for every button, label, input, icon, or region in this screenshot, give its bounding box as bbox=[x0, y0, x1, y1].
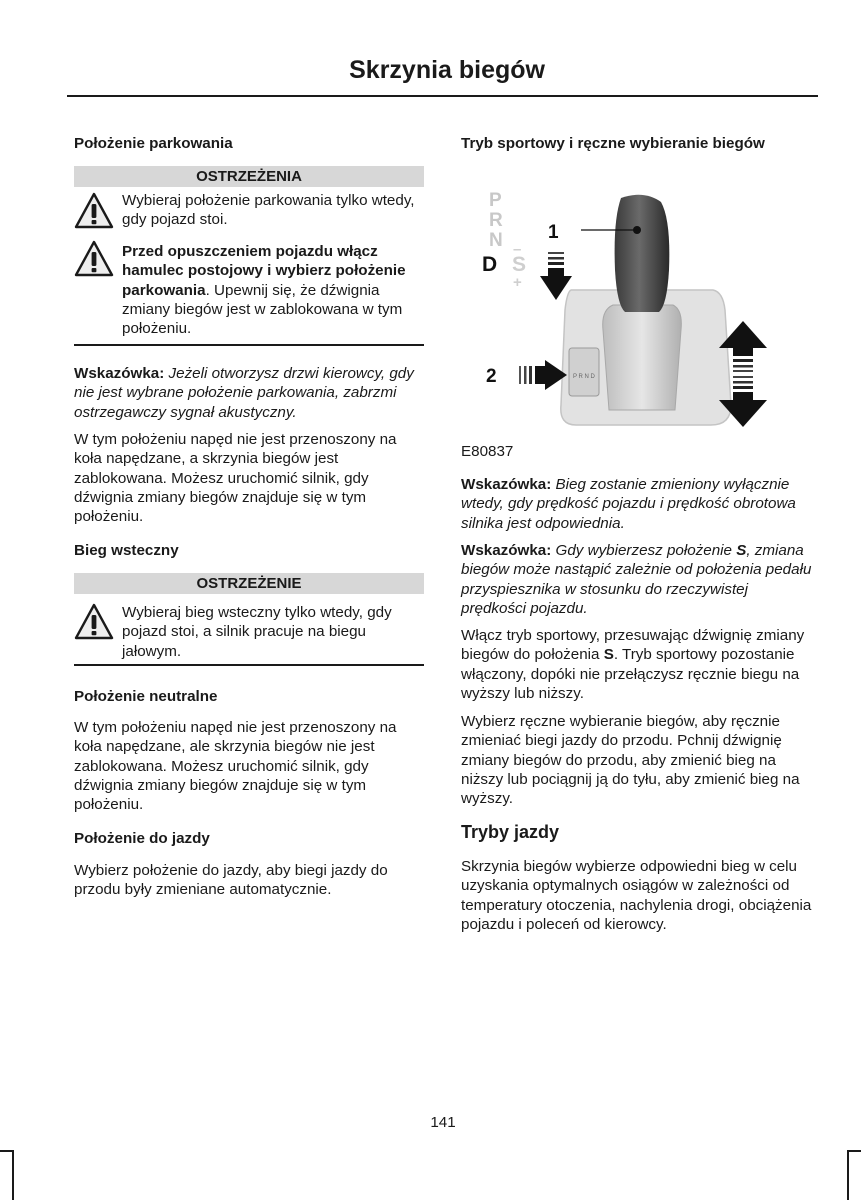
note-text: Jeżeli otworzysz drzwi kierowcy, gdy nie jest wybrane położenie parkowania, zabrzmi ostrzegawczy sygnał akustyczny. bbox=[74, 365, 414, 421]
push-right-arrow-icon bbox=[519, 360, 567, 390]
crop-mark bbox=[12, 1150, 14, 1200]
gate-minus: – bbox=[513, 241, 522, 258]
warning-triangle-icon bbox=[74, 192, 114, 230]
modes-body: Skrzynia biegów wybierze odpowiedni bieg w celu uzyskania optymalnych osiągów w zależności od temperatury otoczenia, nachylenia drogi, obciążenia pojazdu i poleceń od kierowcy. bbox=[461, 858, 812, 933]
gear-selector-figure bbox=[461, 180, 821, 440]
gate-plus: + bbox=[513, 274, 522, 291]
para-text: Włącz tryb sportowy, przesuwając dźwignię zmiany biegów do położenia bbox=[461, 627, 805, 664]
callout-2: 2 bbox=[486, 366, 497, 387]
gate-letter-s: S bbox=[512, 253, 527, 276]
note-text: Bieg zostanie zmieniony wyłącznie wtedy, gdy prędkość pojazdu i prędkość obrotowa silnika jest odpowiednia. bbox=[461, 476, 796, 532]
gate-letter-r: R bbox=[489, 210, 503, 231]
note-label: Wskazówka: bbox=[461, 542, 552, 559]
shifter-boot bbox=[603, 305, 682, 410]
page-title: Skrzynia biegów bbox=[349, 56, 545, 84]
warning-2-rest: . Upewnij się, że dźwignia zmiany biegów jest w zablokowana w tym położeniu. bbox=[122, 281, 403, 338]
parking-warning-2 bbox=[74, 242, 426, 338]
figure-code: E80837 bbox=[461, 443, 514, 460]
gate-letter-n: N bbox=[489, 230, 503, 251]
note-text: Gdy wybierzesz położenie bbox=[551, 542, 737, 559]
note-label: Wskazówka: bbox=[461, 476, 552, 493]
sport-note-1 bbox=[461, 475, 813, 533]
callout-1: 1 bbox=[548, 222, 559, 243]
neutral-body: W tym położeniu napęd nie jest przenoszony na koła napędzane, ale skrzynia biegów nie jest zablokowana. Możesz uruchomić silnik, gdy dźwignia zmiany biegów znajduje się w tym położeniu. bbox=[74, 719, 397, 814]
shift-down-arrow-icon bbox=[540, 252, 572, 300]
parking-warning-1: Wybieraj położenie parkowania tylko wtedy, gdy pojazd stoi. bbox=[122, 192, 415, 229]
warning-2-bold: Przed opuszczeniem pojazdu włącz hamulec postojowy i wybierz położenie parkowania bbox=[122, 243, 406, 299]
reverse-warning: Wybieraj bieg wsteczny tylko wtedy, gdy pojazd stoi, a silnik pracuje na biegu jałowym. bbox=[122, 604, 392, 660]
note-s: S bbox=[736, 542, 747, 559]
drive-body: Wybierz położenie do jazdy, aby biegi jazdy do przodu były zmieniane automatycznie. bbox=[74, 862, 388, 899]
parking-warning-bar: OSTRZEŻENIA bbox=[74, 166, 424, 187]
parking-heading: Położenie parkowania bbox=[74, 135, 233, 152]
modes-heading: Tryby jazdy bbox=[461, 822, 560, 842]
mini-gate-label: P R N D bbox=[573, 374, 595, 380]
sport-heading: Tryb sportowy i ręczne wybieranie biegów bbox=[461, 135, 765, 152]
drive-heading: Położenie do jazdy bbox=[74, 830, 210, 847]
warning-triangle-icon bbox=[74, 603, 114, 641]
warning-end-rule bbox=[74, 344, 424, 346]
title-rule bbox=[67, 95, 818, 97]
crop-mark bbox=[0, 1150, 13, 1152]
mini-gate-panel bbox=[569, 348, 599, 396]
gate-letter-d: D bbox=[482, 253, 498, 276]
parking-note bbox=[74, 364, 426, 422]
reverse-heading: Bieg wsteczny bbox=[74, 542, 179, 559]
reverse-warning-bar: OSTRZEŻENIE bbox=[74, 573, 424, 594]
gate-letter-p: P bbox=[489, 190, 502, 211]
sport-note-2 bbox=[461, 541, 813, 618]
para-s: S bbox=[603, 646, 614, 664]
note-text: , zmiana biegów może nastąpić zależnie od położenia pedału przyspiesznika w stosunku do rzeczywistej prędkości pojazdu. bbox=[461, 542, 812, 617]
crop-mark bbox=[847, 1150, 849, 1200]
note-label: Wskazówka: bbox=[74, 365, 165, 382]
sport-paragraph-2: Wybierz ręczne wybieranie biegów, aby ręcznie zmieniać biegi jazdy do przodu. Pchnij dźwignię zmiany biegów do przodu, aby zmienić bieg na niższy lub pociągnij ją do tyłu, aby zmienić bieg na wyższy. bbox=[461, 713, 800, 808]
para-text: . Tryb sportowy pozostanie włączony, dopóki nie przełączysz ręcznie biegu na wyższy lub niższy. bbox=[461, 646, 800, 702]
parking-body: W tym położeniu napęd nie jest przenoszony na koła napędzane, a skrzynia biegów jest zablokowana. Możesz uruchomić silnik, gdy dźwignia zmiany biegów znajduje się w tym położeniu. bbox=[74, 431, 397, 526]
shifter-knob bbox=[615, 195, 670, 312]
neutral-heading: Położenie neutralne bbox=[74, 688, 218, 705]
sport-paragraph-1 bbox=[461, 626, 813, 703]
page-number: 141 bbox=[430, 1114, 456, 1131]
crop-mark bbox=[847, 1150, 861, 1152]
warning-end-rule bbox=[74, 664, 424, 666]
